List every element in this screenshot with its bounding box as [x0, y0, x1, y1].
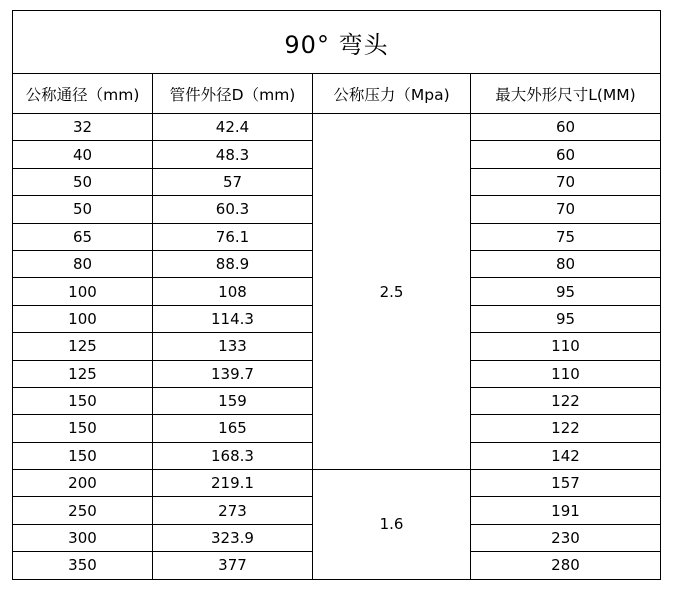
nominal-diameter-cell: 50: [13, 168, 153, 195]
outer-diameter-cell: 168.3: [153, 442, 313, 469]
outer-diameter-cell: 165: [153, 415, 313, 442]
outer-diameter-cell: 60.3: [153, 196, 313, 223]
outer-diameter-cell: 323.9: [153, 524, 313, 551]
nominal-diameter-cell: 80: [13, 250, 153, 277]
nominal-diameter-cell: 100: [13, 305, 153, 332]
max-dimension-cell: 80: [471, 250, 661, 277]
max-dimension-cell: 122: [471, 387, 661, 414]
header-nominal-diameter: 公称通径（mm): [13, 74, 153, 114]
max-dimension-cell: 70: [471, 196, 661, 223]
max-dimension-cell: 110: [471, 333, 661, 360]
max-dimension-cell: 110: [471, 360, 661, 387]
nominal-diameter-cell: 125: [13, 333, 153, 360]
nominal-diameter-cell: 200: [13, 470, 153, 497]
nominal-diameter-cell: 300: [13, 524, 153, 551]
outer-diameter-cell: 57: [153, 168, 313, 195]
outer-diameter-cell: 108: [153, 278, 313, 305]
outer-diameter-cell: 88.9: [153, 250, 313, 277]
header-max-dimension: 最大外形尺寸L(MM): [471, 74, 661, 114]
nominal-pressure-cell: 2.5: [313, 114, 471, 470]
max-dimension-cell: 280: [471, 552, 661, 579]
spec-sheet: [12, 10, 661, 580]
table-title: 90° 弯头: [13, 11, 661, 74]
nominal-diameter-cell: 50: [13, 196, 153, 223]
max-dimension-cell: 157: [471, 470, 661, 497]
header-nominal-pressure: 公称压力（Mpa): [313, 74, 471, 114]
max-dimension-cell: 142: [471, 442, 661, 469]
nominal-diameter-cell: 150: [13, 387, 153, 414]
max-dimension-cell: 95: [471, 305, 661, 332]
max-dimension-cell: 60: [471, 141, 661, 168]
nominal-pressure-cell: 1.6: [313, 470, 471, 580]
max-dimension-cell: 70: [471, 168, 661, 195]
nominal-diameter-cell: 65: [13, 223, 153, 250]
nominal-diameter-cell: 40: [13, 141, 153, 168]
outer-diameter-cell: 133: [153, 333, 313, 360]
outer-diameter-cell: 159: [153, 387, 313, 414]
nominal-diameter-cell: 250: [13, 497, 153, 524]
nominal-diameter-cell: 150: [13, 442, 153, 469]
nominal-diameter-cell: 32: [13, 114, 153, 141]
header-outer-diameter: 管件外径D（mm): [153, 74, 313, 114]
outer-diameter-cell: 377: [153, 552, 313, 579]
outer-diameter-cell: 219.1: [153, 470, 313, 497]
nominal-diameter-cell: 100: [13, 278, 153, 305]
max-dimension-cell: 75: [471, 223, 661, 250]
nominal-diameter-cell: 350: [13, 552, 153, 579]
outer-diameter-cell: 42.4: [153, 114, 313, 141]
table-row: [13, 470, 661, 497]
outer-diameter-cell: 114.3: [153, 305, 313, 332]
outer-diameter-cell: 273: [153, 497, 313, 524]
max-dimension-cell: 60: [471, 114, 661, 141]
table-row: [13, 114, 661, 141]
elbow-spec-table: [12, 10, 661, 580]
nominal-diameter-cell: 150: [13, 415, 153, 442]
max-dimension-cell: 95: [471, 278, 661, 305]
max-dimension-cell: 230: [471, 524, 661, 551]
max-dimension-cell: 191: [471, 497, 661, 524]
nominal-diameter-cell: 125: [13, 360, 153, 387]
outer-diameter-cell: 139.7: [153, 360, 313, 387]
outer-diameter-cell: 76.1: [153, 223, 313, 250]
max-dimension-cell: 122: [471, 415, 661, 442]
outer-diameter-cell: 48.3: [153, 141, 313, 168]
